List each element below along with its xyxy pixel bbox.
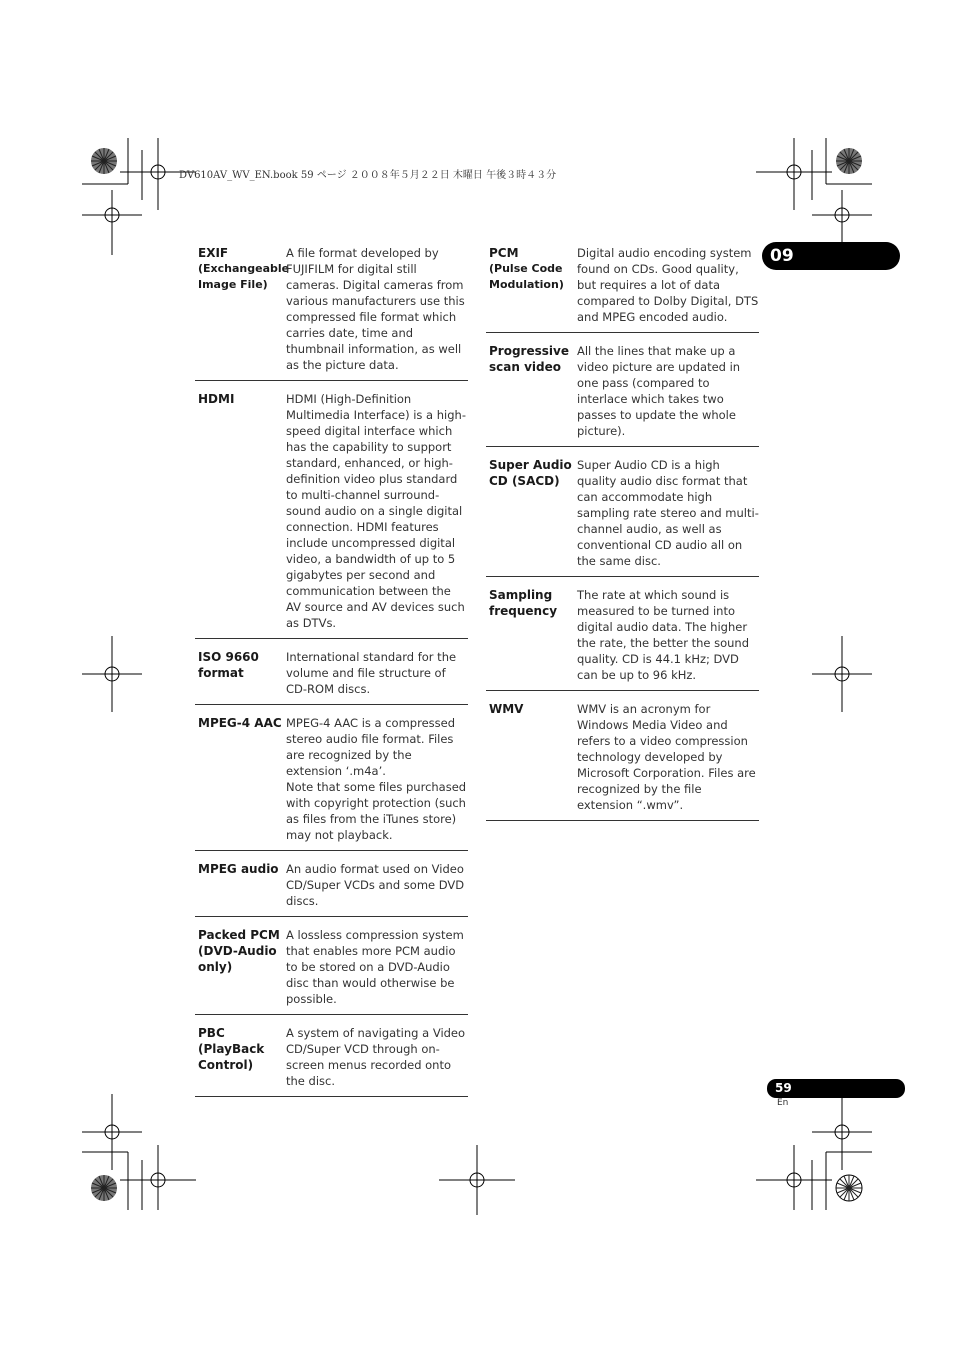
glossary-definition [286,927,468,1007]
starburst-target-icon [836,1175,862,1201]
crosshair-mark-icon [756,1145,832,1210]
crosshair-mark-icon [812,636,872,712]
crosshair-mark-icon [756,138,832,210]
glossary-entry [195,647,468,705]
definition-paragraph: The rate at which sound is measured to be turned into digital audio data. The higher the rate, the better the sound quality. CD is 44.1 kHz; DVD can be up to 96 kHz. [577,588,750,682]
glossary-entry [486,455,759,577]
glossary-term [486,701,577,813]
definition-paragraph: Note that some files purchased with copyright protection (such as files from the iTunes store) may not playback. [286,780,467,842]
glossary-definition [577,701,759,813]
glossary-term-label: ISO 9660 format [198,650,259,680]
glossary-definition [286,649,468,697]
crosshair-mark-icon [82,1094,142,1170]
glossary-definition [577,245,759,325]
definition-paragraph: A system of navigating a Video CD/Super VCD through on-screen menus recorded onto the disc. [286,1026,466,1088]
glossary-entry [195,713,468,851]
glossary-term-label: Progressive scan video [489,344,569,374]
glossary-entry [486,699,759,821]
glossary-term [486,587,577,683]
definition-paragraph: MPEG-4 AAC is a compressed stereo audio file format. Files are recognized by the extension ‘.m4a’. [286,716,456,778]
chapter-tab: 09 [762,242,900,270]
glossary-entry [486,341,759,447]
definition-paragraph: HDMI (High-Definition Multimedia Interface) is a high-speed digital interface which has the capability to support standard, enhanced, or high-definition video plus standard to multi-channel surround-sound audio on a single digital connection. HDMI features include uncompressed digital video, a bandwidth of up to 5 gigabytes per second and communication between the AV source and AV devices such as DTVs. [286,392,466,630]
definition-paragraph: A lossless compression system that enables more PCM audio to be stored on a DVD-Audio disc than would otherwise be possible. [286,928,464,1006]
glossary-term [195,391,286,631]
glossary-term-label: HDMI [198,392,235,406]
glossary-term-label: WMV [489,702,524,716]
starburst-target-icon [91,148,117,174]
glossary-term-label: Sampling frequency [489,588,558,618]
glossary-definition [286,861,468,909]
definition-paragraph: Super Audio CD is a high quality audio disc format that can accommodate high sampling rate stereo and multi-channel audio, as well as conventional CD audio all on the same disc. [577,458,759,568]
definition-paragraph: All the lines that make up a video picture are updated in one pass (compared to interlace which takes two passes to update the whole picture). [577,344,741,438]
glossary-entry [195,1023,468,1097]
glossary-column-right [486,243,759,829]
glossary-definition [286,245,468,373]
glossary-entry [195,243,468,381]
glossary-term [486,457,577,569]
glossary-term [486,343,577,439]
crosshair-mark-icon [82,636,142,712]
definition-paragraph: A file format developed by FUJIFILM for digital still cameras. Digital cameras from various manufacturers use this compressed file format which carries date, time and thumbnail information, as well as the picture data. [286,246,465,372]
glossary-term-label: EXIF [198,246,229,260]
glossary-term [195,245,290,373]
glossary-term [195,927,286,1007]
glossary-entry [486,243,759,333]
glossary-definition [286,391,468,631]
glossary-term [195,1025,286,1089]
glossary-term [486,245,577,325]
glossary-term-label: Packed PCM (DVD-Audio only) [198,928,280,974]
crosshair-mark-icon [82,190,142,255]
crosshair-mark-icon [439,1145,515,1215]
glossary-term-label: PCM [489,246,519,260]
glossary-entry [486,585,759,691]
definition-paragraph: International standard for the volume and file structure of CD-ROM discs. [286,650,457,696]
glossary-definition [577,343,759,439]
glossary-term-expansion: (Exchangeable Image File) [198,262,290,291]
glossary-term-label: Super Audio CD (SACD) [489,458,572,488]
glossary-term-expansion: (Pulse Code Modulation) [489,262,564,291]
glossary-column-left [195,243,468,1105]
glossary-definition [286,1025,468,1089]
glossary-entry [195,389,468,639]
glossary-term-label: MPEG-4 AAC [198,716,282,730]
glossary-definition [286,715,468,843]
page-number: 59 [767,1079,905,1098]
glossary-term [195,715,286,843]
starburst-target-icon [836,148,862,174]
page-language: En [777,1098,789,1108]
definition-paragraph: WMV is an acronym for Windows Media Video and refers to a video compression technology developed by Microsoft Corporation. Files are recognized by the file extension “.wmv”. [577,702,756,812]
definition-paragraph: An audio format used on Video CD/Super VCDs and some DVD discs. [286,862,465,908]
starburst-target-icon [91,1175,117,1201]
glossary-term [195,861,286,909]
crosshair-mark-icon [812,1094,872,1170]
glossary-entry [195,859,468,917]
glossary-term-label: MPEG audio [198,862,279,876]
definition-paragraph: Digital audio encoding system found on CDs. Good quality, but requires a lot of data compared to Dolby Digital, DTS and MPEG encoded audio. [577,246,759,324]
glossary-definition [577,457,759,569]
print-file-header: DV610AV_WV_EN.book 59 ページ ２００８年５月２２日 木曜日 午後３時４３分 [179,170,557,181]
glossary-term [195,649,286,697]
glossary-term-label: PBC (PlayBack Control) [198,1026,265,1072]
crosshair-mark-icon [120,1145,196,1210]
glossary-definition [577,587,759,683]
glossary-entry [195,925,468,1015]
